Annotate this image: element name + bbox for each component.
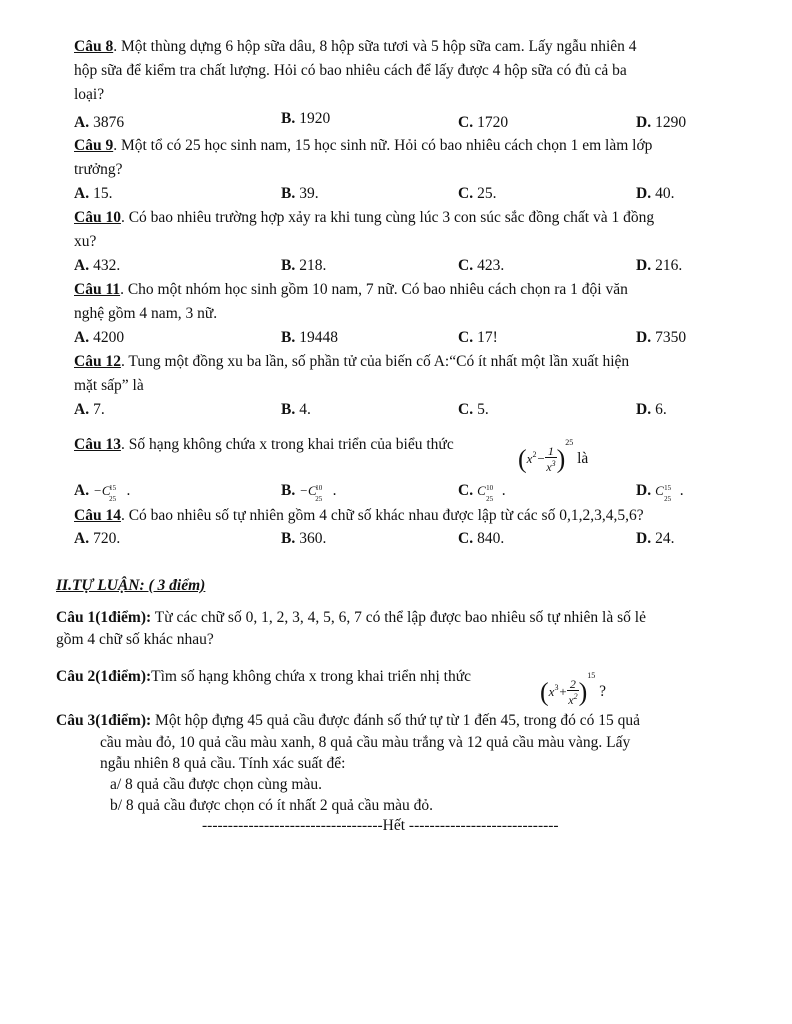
q11-option-a: A. 4200 [74,329,125,346]
q9-line1: Câu 9. Một tổ có 25 học sinh nam, 15 học sinh nữ. Hỏi có bao nhiêu cách chọn 1 em làm lớp [74,137,653,154]
q8-option-b: B. 1920 [281,110,331,127]
q14-line1: Câu 14. Có bao nhiêu số tự nhiên gồm 4 chữ số khác nhau được lập từ các số 0,1,2,3,4,5,6? [74,507,644,524]
q11-line1: Câu 11. Cho một nhóm học sinh gồm 10 nam, 7 nữ. Có bao nhiêu cách chọn ra 1 đội văn [74,281,628,298]
q9-option-a: A. 15. [74,185,113,202]
q10-option-d: D. 216. [636,257,683,274]
q8-option-c: C. 1720 [458,114,509,131]
q10-line1: Câu 10. Có bao nhiêu trường hợp xảy ra khi tung cùng lúc 3 con súc sắc đồng chất và 1 đồng [74,209,655,226]
q10-line2: xu? [74,233,97,250]
q14-option-a: A. 720. [74,530,121,547]
q8-line2: hộp sữa để kiểm tra chất lượng. Hỏi có bao nhiêu cách để lấy được 4 hộp sữa có đủ cả ba [74,62,627,79]
essay3-part-a: a/ 8 quả cầu được chọn cùng màu. [110,776,322,793]
q13-expression: ($x^2-$ $\frac{1}{x^3}$ )$^{25}$ là [518,438,589,475]
q9-option-d: D. 40. [636,185,675,202]
q11-option-c: C. 17! [458,329,498,346]
essay3-line1: Câu 3(1điểm): Một hộp đựng 45 quả cầu được đánh số thứ tự từ 1 đến 45, trong đó có 15 quả [56,712,641,729]
q11-line2: nghệ gồm 4 nam, 3 nữ. [74,305,218,322]
q12-line1: Câu 12. Tung một đồng xu ba lần, số phần tử của biến cố A:“Có ít nhất một lần xuất hiện [74,353,630,370]
q12-option-b: B. 4. [281,401,311,418]
essay3-line2: cầu màu đỏ, 10 quả cầu màu xanh, 8 quả cầu màu trắng và 12 quả cầu màu vàng. Lấy [100,734,631,751]
q14-option-b: B. 360. [281,530,327,547]
q10-option-b: B. 218. [281,257,327,274]
q8-label: Câu 8 [74,38,114,55]
q13-option-a: A. −C 15 25 . [74,482,131,503]
section-title: II.TỰ LUẬN: ( 3 điểm) [56,577,206,594]
q11-option-d: D. 7350 [636,329,687,346]
q14-option-d: D. 24. [636,530,675,547]
essay3-part-b: b/ 8 quả cầu được chọn có ít nhất 2 quả cầu màu đỏ. [110,797,434,814]
q12-option-c: C. 5. [458,401,489,418]
q10-option-c: C. 423. [458,257,505,274]
q9-option-c: C. 25. [458,185,497,202]
essay2-expression: ($x^3+$ $\frac{2}{x^2}$ )$^{15}$ ? [540,671,606,708]
q13-option-b: B. −C 10 25 . [281,482,337,503]
q8-line3: loại? [74,86,105,103]
q9-option-b: B. 39. [281,185,319,202]
q10-option-a: A. 432. [74,257,121,274]
essay3-line3: ngẫu nhiên 8 quả cầu. Tính xác suất để: [100,755,346,772]
q13-line1: Câu 13. Số hạng không chứa x trong khai triển của biểu thức [74,436,454,453]
q14-option-c: C. 840. [458,530,505,547]
q8-option-d: D. 1290 [636,114,687,131]
q12-option-a: A. 7. [74,401,105,418]
q9-line2: trưởng? [74,161,123,178]
q8-line1: Câu 8. Một thùng dựng 6 hộp sữa dâu, 8 hộp sữa tươi và 5 hộp sữa cam. Lấy ngẫu nhiên 4 [74,38,637,55]
q12-line2: mặt sấp” là [74,377,144,394]
essay1-line1: Câu 1(1điểm): Từ các chữ số 0, 1, 2, 3, 4, 5, 6, 7 có thể lập được bao nhiêu số tự nhiên là số lẻ [56,609,646,626]
essay1-line2: gồm 4 chữ số khác nhau? [56,631,214,648]
q12-option-d: D. 6. [636,401,667,418]
q11-option-b: B. 19448 [281,329,338,346]
q8-option-a: A. 3876 [74,114,125,131]
essay2-line1: Câu 2(1điểm):Tìm số hạng không chứa x trong khai triển nhị thức [56,668,472,685]
footer-end: -----------------------------------Hết ----------------------------- [202,817,559,834]
q13-option-d: D. C 15 25 . [636,482,684,503]
q13-option-c: C. C 10 25 . [458,482,506,503]
